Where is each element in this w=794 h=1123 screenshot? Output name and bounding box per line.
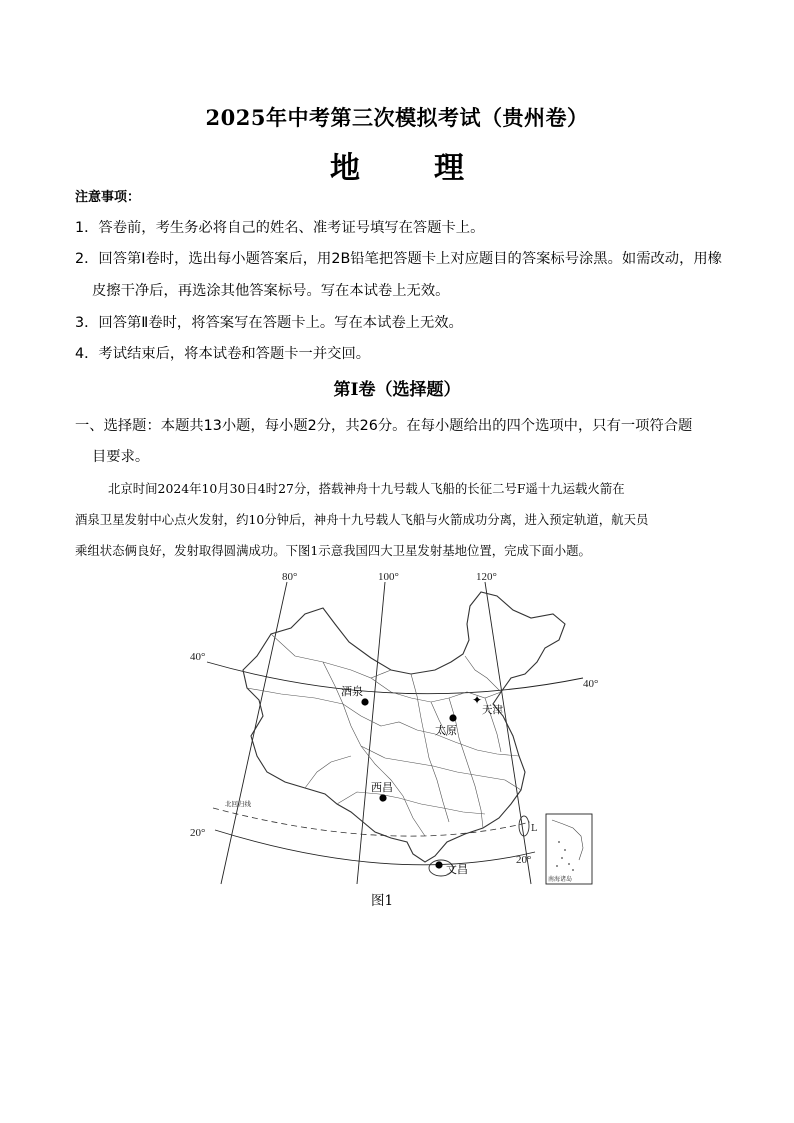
lat-label-20-right: 20°	[516, 854, 532, 866]
passage-line-2: 酒泉卫星发射中心点火发射，约10分钟后，神舟十九号载人飞船与火箭成功分离，进入预定轨道，航天员	[75, 512, 649, 527]
notice-item-3: 3．回答第Ⅱ卷时，将答案写在答题卡上。写在本试卷上无效。	[75, 315, 463, 331]
section-heading: 第Ⅰ卷（选择题）	[333, 380, 461, 400]
lat-label-20-left: 20°	[190, 827, 206, 839]
tianjin-label: 天津	[482, 704, 503, 716]
south-china-sea-inset	[546, 814, 592, 884]
china-launch-site-map	[185, 566, 605, 886]
lat-label-40-left: 40°	[190, 651, 206, 663]
beijing-star-icon: ✦	[472, 693, 483, 707]
meridian-80	[221, 582, 287, 884]
site-xichang-label: 西昌	[371, 781, 393, 794]
meridian-100	[357, 582, 385, 884]
section-instruction: 一、选择题：本题共13小题，每小题2分，共26分。在每小题给出的四个选项中，只有一项符合题	[75, 418, 693, 434]
notice-heading: 注意事项：	[75, 190, 141, 205]
passage-line-1: 北京时间2024年10月30日4时27分，搭载神舟十九号载人飞船的长征二号F遥十九运载火箭在	[108, 481, 625, 496]
lon-label-100: 100°	[378, 571, 399, 583]
notice-item-4: 4．考试结束后，将本试卷和答题卡一并交回。	[75, 346, 371, 362]
lon-label-120: 120°	[476, 571, 497, 583]
china-outline	[243, 592, 565, 862]
site-taiyuan-label: 太原	[435, 724, 457, 737]
site-jiuquan-label: 酒泉	[341, 685, 363, 698]
site-xichang-dot	[379, 794, 386, 801]
site-taiyuan-dot	[449, 714, 456, 721]
lon-label-80: 80°	[282, 571, 298, 583]
section-instruction-cont: 目要求。	[92, 449, 150, 465]
site-wenchang-label: 文昌	[446, 863, 468, 876]
meridian-120	[485, 582, 531, 884]
taiwan-island	[519, 816, 529, 836]
site-wenchang-dot	[435, 861, 442, 868]
notice-item-1: 1．答卷前，考生务必将自己的姓名、准考证号填写在答题卡上。	[75, 220, 485, 236]
notice-item-2-cont: 皮擦干净后，再选涂其他答案标号。写在本试卷上无效。	[92, 283, 450, 299]
figure-caption: 图1	[371, 893, 394, 909]
lat-label-40-right: 40°	[583, 678, 599, 690]
island-mark: L	[531, 824, 537, 834]
site-jiuquan-dot	[361, 698, 368, 705]
inset-label: 南海诸岛	[548, 876, 573, 883]
tropic-label: 北回归线	[225, 800, 251, 808]
subject-title: 地 理	[330, 151, 486, 186]
passage-line-3: 乘组状态俩良好，发射取得圆满成功。下图1示意我国四大卫星发射基地位置，完成下面小题。	[75, 543, 591, 558]
exam-title: 2025年中考第三次模拟考试（贵州卷）	[205, 105, 589, 130]
notice-item-2: 2．回答第Ⅰ卷时，选出每小题答案后，用2B铅笔把答题卡上对应题目的答案标号涂黑。如需改动，用橡	[75, 251, 722, 267]
